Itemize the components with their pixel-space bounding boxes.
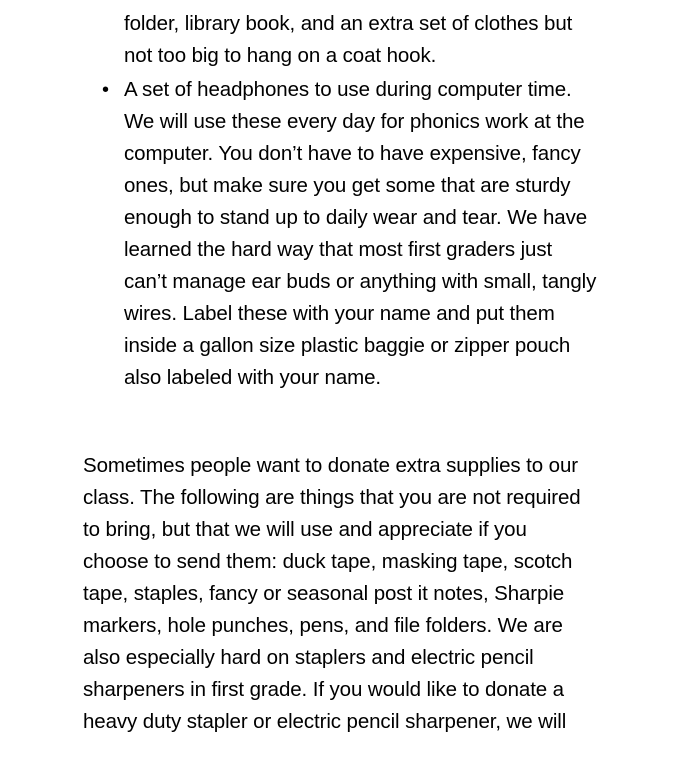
headphones-item-line: learned the hard way that most first graders just bbox=[124, 238, 553, 261]
headphones-item-line: enough to stand up to daily wear and tear. We have bbox=[124, 206, 588, 229]
donation-paragraph-line: Sometimes people want to donate extra supplies to our bbox=[83, 454, 578, 477]
donation-paragraph-line: class. The following are things that you are not required bbox=[83, 486, 581, 509]
donation-paragraph-line: markers, hole punches, pens, and file folders. We are bbox=[83, 614, 563, 637]
donation-paragraph-line: to bring, but that we will use and appreciate if you bbox=[83, 518, 527, 541]
headphones-item-line: wires. Label these with your name and put them bbox=[124, 302, 555, 325]
headphones-item-line: A set of headphones to use during computer time. bbox=[124, 78, 572, 101]
headphones-item-line: also labeled with your name. bbox=[124, 366, 382, 389]
donation-paragraph-line: heavy duty stapler or electric pencil sharpener, we will bbox=[83, 710, 567, 733]
donation-paragraph-line: tape, staples, fancy or seasonal post it notes, Sharpie bbox=[83, 582, 565, 605]
donation-paragraph-line: sharpeners in first grade. If you would like to donate a bbox=[83, 678, 564, 701]
headphones-item-line: We will use these every day for phonics work at the bbox=[124, 110, 585, 133]
continued-item-line: not too big to hang on a coat hook. bbox=[124, 44, 437, 67]
headphones-item-line: can’t manage ear buds or anything with small, tangly bbox=[124, 270, 597, 293]
bullet-icon: • bbox=[102, 79, 110, 101]
headphones-item-line: inside a gallon size plastic baggie or zipper pouch bbox=[124, 334, 571, 357]
donation-paragraph-line: also especially hard on staplers and electric pencil bbox=[83, 646, 534, 669]
donation-paragraph-line: choose to send them: duck tape, masking tape, scotch bbox=[83, 550, 573, 573]
headphones-item-line: computer. You don’t have to have expensive, fancy bbox=[124, 142, 581, 165]
headphones-item-line: ones, but make sure you get some that are sturdy bbox=[124, 174, 571, 197]
continued-item-line: folder, library book, and an extra set of clothes but bbox=[124, 12, 573, 35]
